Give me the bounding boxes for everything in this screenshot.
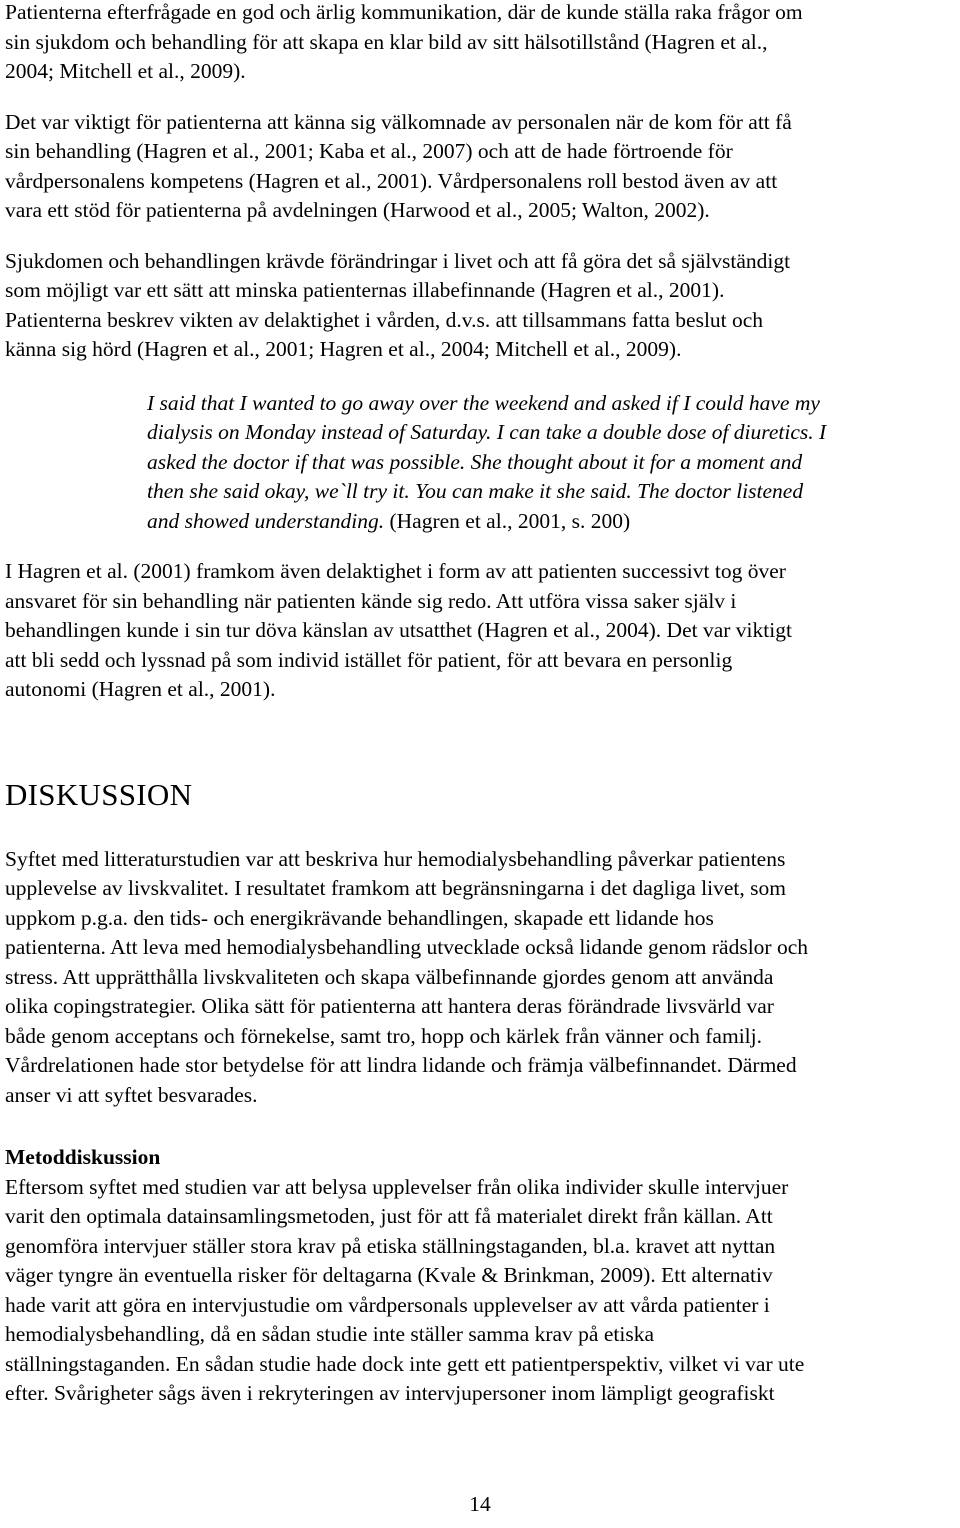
paragraph-communication xyxy=(5,0,955,87)
paragraph-method-discussion xyxy=(5,1173,955,1409)
text-line: vårdpersonalens kompetens (Hagren et al., 2001). Vårdpersonalens roll bestod även av att xyxy=(5,168,778,193)
text-line: att bli sedd och lyssnad på som individ istället för patient, för att bevara en personlig xyxy=(5,647,733,672)
quote-line: then she said okay, we`ll try it. You can make it she said. The doctor listened xyxy=(147,479,804,503)
text-line: Det var viktigt för patienterna att känna sig välkomnade av personalen när de kom för att få xyxy=(5,109,792,134)
text-line: sin sjukdom och behandling för att skapa en klar bild av sitt hälsotillstånd (Hagren et al., xyxy=(5,29,768,54)
paragraph-welcome xyxy=(5,108,955,226)
section-heading: DISKUSSION xyxy=(5,776,193,812)
text-line: autonomi (Hagren et al., 2001). xyxy=(5,677,276,701)
text-line: olika copingstrategier. Olika sätt för patienterna att hantera deras förändrade livsvärld var xyxy=(5,994,774,1018)
text-line: patienterna. Att leva med hemodialysbehandling utvecklade också lidande genom rädslor och xyxy=(5,935,809,959)
quote-line: asked the doctor if that was possible. She thought about it for a moment and xyxy=(147,449,803,474)
paragraph-discussion-summary xyxy=(5,845,955,1111)
text-line: uppkom p.g.a. den tids- och energikrävande behandlingen, skapade ett lidande hos xyxy=(5,905,714,930)
quote-line: I said that I wanted to go away over the weekend and asked if I could have my xyxy=(147,390,820,415)
subsection-heading: Metoddiskussion xyxy=(5,1145,161,1169)
text-line: hade varit att göra en intervjustudie om vårdpersonals upplevelser av att vårda patienter i xyxy=(5,1292,770,1317)
paragraph-participation xyxy=(5,557,955,705)
text-line: ansvaret för sin behandling när patienten kände sig redo. Att utföra vissa saker själv i xyxy=(5,588,737,613)
block-quote xyxy=(147,389,947,537)
text-line: som möjligt var ett sätt att minska patienternas illabefinnande (Hagren et al., 2001). xyxy=(5,278,725,302)
text-line: Syftet med litteraturstudien var att beskriva hur hemodialysbehandling påverkar patientens xyxy=(5,846,786,871)
document-page xyxy=(5,0,955,1409)
text-line: vara ett stöd för patienterna på avdelningen (Harwood et al., 2005; Walton, 2002). xyxy=(5,198,710,222)
text-line: hemodialysbehandling, då en sådan studie inte ställer samma krav på etiska xyxy=(5,1322,654,1346)
page-number: 14 xyxy=(469,1492,491,1516)
text-line: anser vi att syftet besvarades. xyxy=(5,1082,258,1107)
quote-citation: (Hagren et al., 2001, s. 200) xyxy=(384,508,631,533)
paragraph-independence xyxy=(5,247,955,365)
text-line: väger tyngre än eventuella risker för deltagarna (Kvale & Brinkman, 2009). Ett alternativ xyxy=(5,1263,773,1287)
text-line: Vårdrelationen hade stor betydelse för att lindra lidande och främja välbefinnandet. Därmed xyxy=(5,1053,797,1077)
text-line: Sjukdomen och behandlingen krävde förändringar i livet och att få göra det så självständigt xyxy=(5,248,791,273)
text-line: både genom acceptans och förnekelse, samt tro, hopp och kärlek från vänner och familj. xyxy=(5,1023,762,1048)
text-line: varit den optimala datainsamlingsmetoden, just för att få materialet direkt från källan. Att xyxy=(5,1204,773,1228)
text-line: stress. Att upprätthålla livskvaliteten och skapa välbefinnande gjordes genom att använda xyxy=(5,964,774,989)
text-line: känna sig hörd (Hagren et al., 2001; Hagren et al., 2004; Mitchell et al., 2009). xyxy=(5,337,682,361)
quote-last-line xyxy=(147,507,947,537)
text-line: Patienterna beskrev vikten av delaktighet i vården, d.v.s. att tillsammans fatta beslut och xyxy=(5,307,764,332)
quote-line: and showed understanding. xyxy=(147,508,385,533)
text-line: sin behandling (Hagren et al., 2001; Kaba et al., 2007) och att de hade förtroende för xyxy=(5,139,733,163)
text-line: behandlingen kunde i sin tur döva känslan av utsatthet (Hagren et al., 2004). Det var viktigt xyxy=(5,618,792,642)
text-line: ställningstaganden. En sådan studie hade dock inte gett ett patientperspektiv, vilket vi var ute xyxy=(5,1351,805,1376)
text-line: I Hagren et al. (2001) framkom även delaktighet i form av att patienten successivt tog över xyxy=(5,559,786,583)
text-line: Eftersom syftet med studien var att belysa upplevelser från olika individer skulle intervjuer xyxy=(5,1174,789,1199)
text-line: upplevelse av livskvalitet. I resultatet framkom att begränsningarna i det dagliga livet, som xyxy=(5,876,786,900)
text-line: genomföra intervjuer ställer stora krav på etiska ställningstaganden, bl.a. kravet att nyttan xyxy=(5,1233,776,1258)
text-line: efter. Svårigheter sågs även i rekryteringen av intervjupersoner inom lämpligt geografiskt xyxy=(5,1381,775,1405)
text-line: 2004; Mitchell et al., 2009). xyxy=(5,59,246,83)
quote-line: dialysis on Monday instead of Saturday. I can take a double dose of diuretics. I xyxy=(147,420,827,444)
text-line: Patienterna efterfrågade en god och ärlig kommunikation, där de kunde ställa raka frågor om xyxy=(5,0,803,24)
